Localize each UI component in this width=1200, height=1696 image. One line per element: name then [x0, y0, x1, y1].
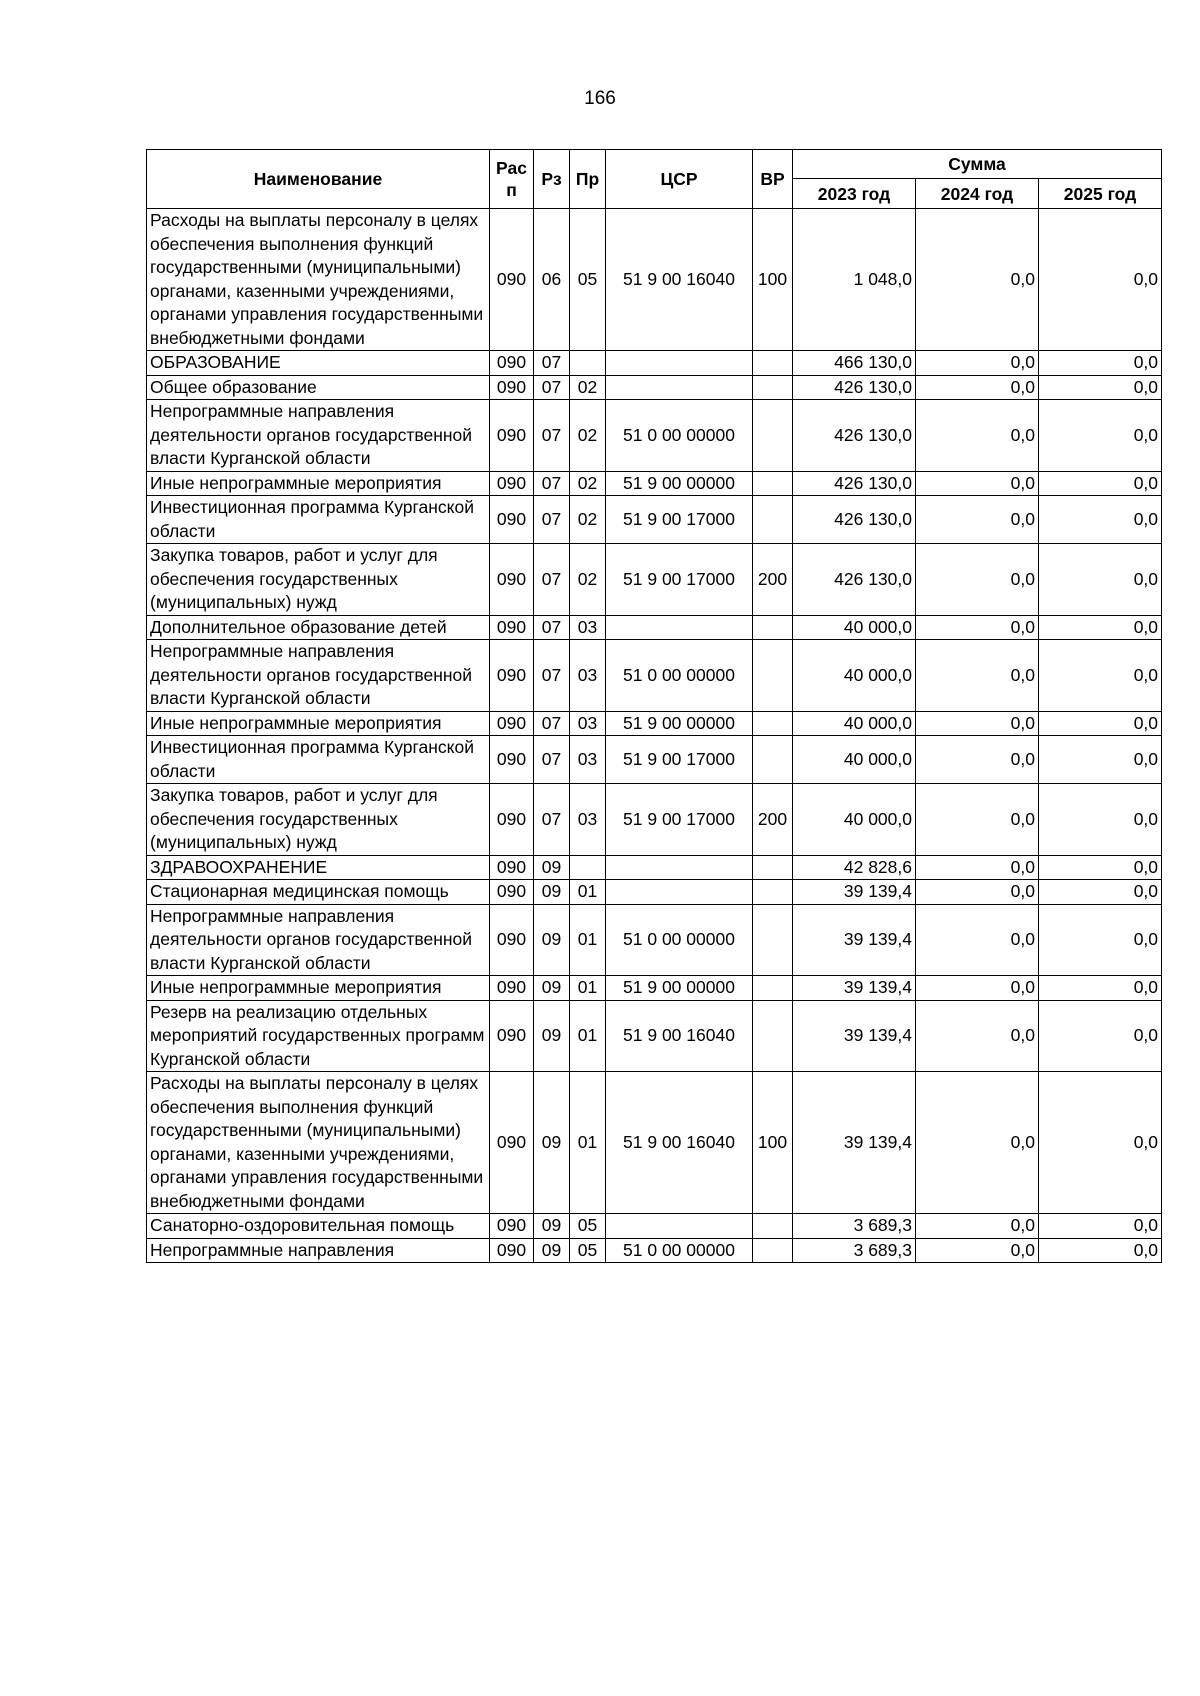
- cell-name: Непрограммные направления: [147, 1238, 490, 1263]
- header-year-2023: 2023 год: [793, 179, 916, 209]
- cell-vr: [753, 1000, 793, 1072]
- cell-sum-2023: 426 130,0: [793, 544, 916, 616]
- cell-csr: 51 0 00 00000: [606, 640, 753, 712]
- header-pr: Пр: [570, 150, 606, 209]
- header-sum: Сумма: [793, 150, 1162, 179]
- cell-rasp: 090: [490, 351, 534, 376]
- cell-vr: [753, 736, 793, 784]
- header-name: Наименование: [147, 150, 490, 209]
- cell-sum-2023: 426 130,0: [793, 375, 916, 400]
- table-row: [147, 711, 1162, 736]
- cell-vr: [753, 496, 793, 544]
- cell-rasp: 090: [490, 615, 534, 640]
- cell-name: Санаторно-оздоровительная помощь: [147, 1214, 490, 1239]
- header-rz: Рз: [534, 150, 570, 209]
- cell-vr: [753, 400, 793, 472]
- cell-sum-2023: 42 828,6: [793, 855, 916, 880]
- cell-pr: 03: [570, 711, 606, 736]
- cell-pr: 03: [570, 640, 606, 712]
- cell-sum-2024: 0,0: [916, 351, 1039, 376]
- cell-rz: 06: [534, 209, 570, 351]
- cell-rz: 09: [534, 1238, 570, 1263]
- header-csr: ЦСР: [606, 150, 753, 209]
- cell-sum-2025: 0,0: [1039, 496, 1162, 544]
- cell-sum-2024: 0,0: [916, 736, 1039, 784]
- cell-rasp: 090: [490, 880, 534, 905]
- cell-csr: 51 9 00 17000: [606, 736, 753, 784]
- cell-name: Инвестиционная программа Курганской области: [147, 496, 490, 544]
- cell-name: Общее образование: [147, 375, 490, 400]
- cell-pr: 03: [570, 736, 606, 784]
- cell-rasp: 090: [490, 400, 534, 472]
- cell-rasp: 090: [490, 1072, 534, 1214]
- table-row: [147, 736, 1162, 784]
- cell-csr: [606, 375, 753, 400]
- table-row: [147, 855, 1162, 880]
- cell-name: Иные непрограммные мероприятия: [147, 976, 490, 1001]
- cell-rz: 07: [534, 496, 570, 544]
- table-row: [147, 880, 1162, 905]
- table-row: [147, 615, 1162, 640]
- page-number: 166: [584, 88, 616, 109]
- cell-rasp: 090: [490, 904, 534, 976]
- cell-sum-2025: 0,0: [1039, 784, 1162, 856]
- cell-rasp: 090: [490, 1238, 534, 1263]
- cell-name: Инвестиционная программа Курганской области: [147, 736, 490, 784]
- cell-vr: 100: [753, 209, 793, 351]
- cell-csr: [606, 880, 753, 905]
- cell-csr: [606, 351, 753, 376]
- cell-pr: 05: [570, 1238, 606, 1263]
- cell-name: ЗДРАВООХРАНЕНИЕ: [147, 855, 490, 880]
- cell-pr: 01: [570, 904, 606, 976]
- cell-sum-2024: 0,0: [916, 544, 1039, 616]
- table-row: [147, 400, 1162, 472]
- cell-rasp: 090: [490, 471, 534, 496]
- cell-pr: 01: [570, 1072, 606, 1214]
- cell-rz: 09: [534, 855, 570, 880]
- cell-csr: 51 9 00 00000: [606, 711, 753, 736]
- cell-sum-2024: 0,0: [916, 976, 1039, 1001]
- cell-pr: 02: [570, 496, 606, 544]
- cell-sum-2023: 40 000,0: [793, 784, 916, 856]
- cell-vr: [753, 855, 793, 880]
- table-row: [147, 1214, 1162, 1239]
- cell-rz: 07: [534, 736, 570, 784]
- cell-sum-2024: 0,0: [916, 375, 1039, 400]
- table-row: [147, 1000, 1162, 1072]
- cell-sum-2025: 0,0: [1039, 880, 1162, 905]
- cell-vr: [753, 375, 793, 400]
- cell-name: Закупка товаров, работ и услуг для обеспечения государственных (муниципальных) нужд: [147, 784, 490, 856]
- cell-sum-2025: 0,0: [1039, 1000, 1162, 1072]
- cell-csr: 51 9 00 17000: [606, 544, 753, 616]
- cell-sum-2023: 426 130,0: [793, 471, 916, 496]
- cell-sum-2024: 0,0: [916, 400, 1039, 472]
- cell-name: Резерв на реализацию отдельных мероприятий государственных программ Курганской области: [147, 1000, 490, 1072]
- cell-pr: [570, 855, 606, 880]
- header-vr: ВР: [753, 150, 793, 209]
- cell-pr: 02: [570, 375, 606, 400]
- cell-csr: 51 9 00 16040: [606, 1000, 753, 1072]
- table-row: [147, 976, 1162, 1001]
- cell-rasp: 090: [490, 1000, 534, 1072]
- cell-name: Дополнительное образование детей: [147, 615, 490, 640]
- cell-sum-2024: 0,0: [916, 615, 1039, 640]
- cell-sum-2024: 0,0: [916, 1238, 1039, 1263]
- cell-sum-2023: 40 000,0: [793, 736, 916, 784]
- cell-csr: 51 9 00 16040: [606, 209, 753, 351]
- cell-rz: 09: [534, 880, 570, 905]
- header-year-2025: 2025 год: [1039, 179, 1162, 209]
- cell-vr: 200: [753, 544, 793, 616]
- cell-csr: 51 9 00 00000: [606, 471, 753, 496]
- cell-vr: [753, 640, 793, 712]
- cell-vr: [753, 711, 793, 736]
- cell-sum-2025: 0,0: [1039, 471, 1162, 496]
- cell-sum-2025: 0,0: [1039, 615, 1162, 640]
- cell-rasp: 090: [490, 711, 534, 736]
- cell-sum-2025: 0,0: [1039, 711, 1162, 736]
- cell-sum-2024: 0,0: [916, 209, 1039, 351]
- cell-rz: 07: [534, 640, 570, 712]
- table-body: [147, 209, 1162, 1263]
- cell-vr: [753, 976, 793, 1001]
- table-row: [147, 1072, 1162, 1214]
- budget-table: [146, 149, 1162, 1263]
- cell-csr: [606, 1214, 753, 1239]
- cell-sum-2025: 0,0: [1039, 976, 1162, 1001]
- cell-sum-2025: 0,0: [1039, 1238, 1162, 1263]
- cell-sum-2024: 0,0: [916, 711, 1039, 736]
- table-header: [147, 150, 1162, 209]
- cell-sum-2025: 0,0: [1039, 351, 1162, 376]
- cell-pr: 02: [570, 544, 606, 616]
- cell-pr: 03: [570, 784, 606, 856]
- cell-rz: 07: [534, 544, 570, 616]
- cell-pr: 01: [570, 880, 606, 905]
- cell-csr: [606, 855, 753, 880]
- table-row: [147, 496, 1162, 544]
- cell-rz: 07: [534, 375, 570, 400]
- cell-vr: [753, 615, 793, 640]
- cell-rasp: 090: [490, 209, 534, 351]
- cell-rz: 07: [534, 471, 570, 496]
- cell-csr: 51 9 00 00000: [606, 976, 753, 1001]
- cell-name: Непрограммные направления деятельности органов государственной власти Курганской области: [147, 400, 490, 472]
- cell-csr: [606, 615, 753, 640]
- cell-rasp: 090: [490, 736, 534, 784]
- cell-pr: 05: [570, 1214, 606, 1239]
- cell-rz: 07: [534, 711, 570, 736]
- header-rasp: Рас п: [490, 150, 534, 209]
- cell-name: Закупка товаров, работ и услуг для обеспечения государственных (муниципальных) нужд: [147, 544, 490, 616]
- cell-vr: [753, 351, 793, 376]
- table-row: [147, 1238, 1162, 1263]
- cell-csr: 51 0 00 00000: [606, 904, 753, 976]
- cell-pr: 03: [570, 615, 606, 640]
- cell-rasp: 090: [490, 544, 534, 616]
- cell-sum-2025: 0,0: [1039, 400, 1162, 472]
- cell-sum-2025: 0,0: [1039, 855, 1162, 880]
- cell-rasp: 090: [490, 1214, 534, 1239]
- table-row: [147, 784, 1162, 856]
- cell-sum-2023: 40 000,0: [793, 640, 916, 712]
- cell-rasp: 090: [490, 976, 534, 1001]
- cell-sum-2025: 0,0: [1039, 640, 1162, 712]
- cell-sum-2025: 0,0: [1039, 544, 1162, 616]
- cell-sum-2023: 426 130,0: [793, 400, 916, 472]
- cell-rz: 09: [534, 1072, 570, 1214]
- cell-sum-2023: 39 139,4: [793, 976, 916, 1001]
- cell-sum-2024: 0,0: [916, 1214, 1039, 1239]
- table-row: [147, 209, 1162, 351]
- cell-sum-2023: 40 000,0: [793, 711, 916, 736]
- cell-rz: 07: [534, 400, 570, 472]
- cell-pr: 01: [570, 1000, 606, 1072]
- cell-csr: 51 9 00 17000: [606, 496, 753, 544]
- table-row: [147, 544, 1162, 616]
- cell-sum-2023: 40 000,0: [793, 615, 916, 640]
- cell-sum-2024: 0,0: [916, 1000, 1039, 1072]
- cell-vr: [753, 1214, 793, 1239]
- header-year-2024: 2024 год: [916, 179, 1039, 209]
- cell-sum-2024: 0,0: [916, 880, 1039, 905]
- cell-pr: 05: [570, 209, 606, 351]
- cell-rz: 09: [534, 976, 570, 1001]
- cell-rz: 09: [534, 904, 570, 976]
- cell-sum-2023: 1 048,0: [793, 209, 916, 351]
- cell-csr: 51 0 00 00000: [606, 400, 753, 472]
- cell-vr: [753, 904, 793, 976]
- cell-rasp: 090: [490, 496, 534, 544]
- cell-vr: 200: [753, 784, 793, 856]
- cell-sum-2024: 0,0: [916, 1072, 1039, 1214]
- cell-sum-2025: 0,0: [1039, 1214, 1162, 1239]
- cell-csr: 51 9 00 16040: [606, 1072, 753, 1214]
- cell-sum-2024: 0,0: [916, 496, 1039, 544]
- cell-sum-2023: 39 139,4: [793, 904, 916, 976]
- cell-rasp: 090: [490, 784, 534, 856]
- cell-pr: [570, 351, 606, 376]
- cell-sum-2023: 3 689,3: [793, 1214, 916, 1239]
- cell-csr: 51 0 00 00000: [606, 1238, 753, 1263]
- cell-name: Непрограммные направления деятельности органов государственной власти Курганской области: [147, 640, 490, 712]
- cell-sum-2023: 39 139,4: [793, 1072, 916, 1214]
- cell-sum-2023: 39 139,4: [793, 880, 916, 905]
- cell-rz: 09: [534, 1000, 570, 1072]
- cell-vr: [753, 471, 793, 496]
- table-row: [147, 375, 1162, 400]
- cell-pr: 02: [570, 471, 606, 496]
- cell-name: Иные непрограммные мероприятия: [147, 711, 490, 736]
- cell-pr: 02: [570, 400, 606, 472]
- table-row: [147, 471, 1162, 496]
- cell-sum-2023: 39 139,4: [793, 1000, 916, 1072]
- cell-sum-2024: 0,0: [916, 471, 1039, 496]
- table-row: [147, 640, 1162, 712]
- cell-name: Непрограммные направления деятельности органов государственной власти Курганской области: [147, 904, 490, 976]
- cell-sum-2025: 0,0: [1039, 209, 1162, 351]
- cell-vr: [753, 880, 793, 905]
- cell-name: Расходы на выплаты персоналу в целях обеспечения выполнения функций государственными (муниципальными) органами, казенными учреждениями, органами управления государственными внебюджетными фондами: [147, 209, 490, 351]
- cell-sum-2025: 0,0: [1039, 904, 1162, 976]
- cell-vr: [753, 1238, 793, 1263]
- cell-sum-2025: 0,0: [1039, 1072, 1162, 1214]
- cell-rz: 07: [534, 351, 570, 376]
- table-row: [147, 351, 1162, 376]
- cell-sum-2025: 0,0: [1039, 375, 1162, 400]
- cell-sum-2023: 426 130,0: [793, 496, 916, 544]
- cell-sum-2023: 466 130,0: [793, 351, 916, 376]
- cell-sum-2023: 3 689,3: [793, 1238, 916, 1263]
- cell-csr: 51 9 00 17000: [606, 784, 753, 856]
- cell-rz: 07: [534, 615, 570, 640]
- cell-rasp: 090: [490, 640, 534, 712]
- table-row: [147, 904, 1162, 976]
- cell-sum-2024: 0,0: [916, 855, 1039, 880]
- cell-sum-2025: 0,0: [1039, 736, 1162, 784]
- cell-sum-2024: 0,0: [916, 640, 1039, 712]
- cell-rasp: 090: [490, 375, 534, 400]
- cell-rz: 09: [534, 1214, 570, 1239]
- cell-rasp: 090: [490, 855, 534, 880]
- cell-rz: 07: [534, 784, 570, 856]
- cell-name: Иные непрограммные мероприятия: [147, 471, 490, 496]
- cell-sum-2024: 0,0: [916, 904, 1039, 976]
- cell-name: ОБРАЗОВАНИЕ: [147, 351, 490, 376]
- cell-sum-2024: 0,0: [916, 784, 1039, 856]
- cell-name: Расходы на выплаты персоналу в целях обеспечения выполнения функций государственными (муниципальными) органами, казенными учреждениями, органами управления государственными внебюджетными фондами: [147, 1072, 490, 1214]
- cell-vr: 100: [753, 1072, 793, 1214]
- cell-pr: 01: [570, 976, 606, 1001]
- cell-name: Стационарная медицинская помощь: [147, 880, 490, 905]
